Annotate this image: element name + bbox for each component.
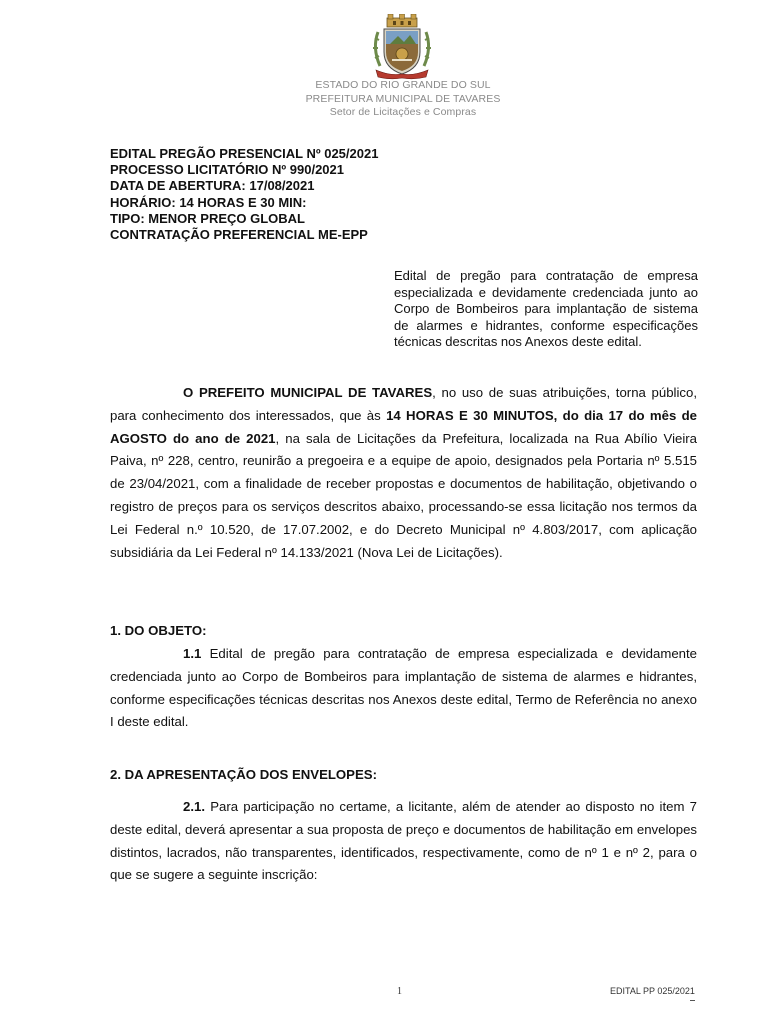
section-heading-object: 1. DO OBJETO: bbox=[110, 623, 207, 638]
mayor-heading: O PREFEITO MUNICIPAL DE TAVARES bbox=[183, 385, 433, 400]
intro-paragraph bbox=[110, 382, 697, 564]
state-name: ESTADO DO RIO GRANDE DO SUL bbox=[315, 79, 491, 91]
sector-name: Setor de Licitações e Compras bbox=[329, 106, 477, 119]
session-time: 14 HORAS E 30 MINUTOS, do dia 17 do mês de AGOSTO do ano de 2021 bbox=[110, 407, 697, 446]
notice-title: EDITAL PREGÃO PRESENCIAL Nº 025/2021 bbox=[110, 146, 379, 161]
item-number: 1.1 bbox=[183, 646, 202, 661]
opening-time: HORÁRIO: 14 HORAS E 30 MIN: bbox=[110, 194, 307, 210]
process-number: PROCESSO LICITATÓRIO Nº 990/2021 bbox=[110, 162, 344, 178]
intro-text-b: , na sala de Licitações da Prefeitura, localizada na Rua Abílio Vieira Paiva, nº 228, centro, reunirão a pregoeira e a equipe de apoio, designados pela Portaria nº 5.515 de 23/04/2021, com a finalidade de receber propostas e documentos de habilitação, objetivando o registro de preços para os serviços descritos abaixo, processando-se essa licitação nos termos da Lei Federal n.º 10.520, de 17.07.2002, e do Decreto Municipal nº 4.803/2017, com aplicação subsidiária da Lei Federal nº 14.133/2021 (Nova Lei de Licitações). bbox=[110, 430, 697, 560]
preferential-contract: CONTRATAÇÃO PREFERENCIAL ME-EPP bbox=[110, 227, 368, 243]
item-text: Edital de pregão para contratação de empresa especializada e devidamente credenciada junto ao Corpo de Bombeiros para implantação de sistema de alarmes e hidrantes, conforme especificações técnicas descritas nos Anexos deste edital, Termo de Referência no anexo I deste edital. bbox=[110, 646, 697, 730]
bid-type: TIPO: MENOR PREÇO GLOBAL bbox=[110, 210, 305, 226]
opening-date: DATA DE ABERTURA: 17/08/2021 bbox=[110, 178, 315, 194]
footer-divider bbox=[690, 1000, 695, 1001]
notice-title-block bbox=[110, 146, 378, 243]
coat-of-arms-icon bbox=[370, 14, 434, 80]
section-1-paragraph bbox=[110, 643, 697, 734]
footer-reference: EDITAL PP 025/2021 bbox=[610, 986, 695, 996]
item-number: 2.1. bbox=[183, 799, 205, 814]
page-number: 1 bbox=[397, 986, 402, 997]
section-2-paragraph bbox=[110, 796, 697, 887]
intro-text-a: , no uso de suas atribuições, torna público, para conhecimento dos interessados, que às bbox=[110, 385, 697, 423]
letterhead bbox=[0, 79, 770, 120]
prefecture-name: PREFEITURA MUNICIPAL DE TAVARES bbox=[305, 92, 501, 105]
section-heading-envelopes: 2. DA APRESENTAÇÃO DOS ENVELOPES: bbox=[110, 767, 377, 782]
notice-abstract: Edital de pregão para contratação de empresa especializada e devidamente credenciada junto ao Corpo de Bombeiros para implantação de sistema de alarmes e hidrantes, conforme especificações técnicas descritas nos Anexos deste edital. bbox=[394, 268, 698, 350]
item-text: Para participação no certame, a licitante, além de atender ao disposto no item 7 deste edital, deverá apresentar a sua proposta de preço e documentos de habilitação em envelopes distintos, lacrados, não transparentes, identificados, respectivamente, como de nº 1 e nº 2, para o que se sugere a seguinte inscrição: bbox=[110, 799, 697, 883]
